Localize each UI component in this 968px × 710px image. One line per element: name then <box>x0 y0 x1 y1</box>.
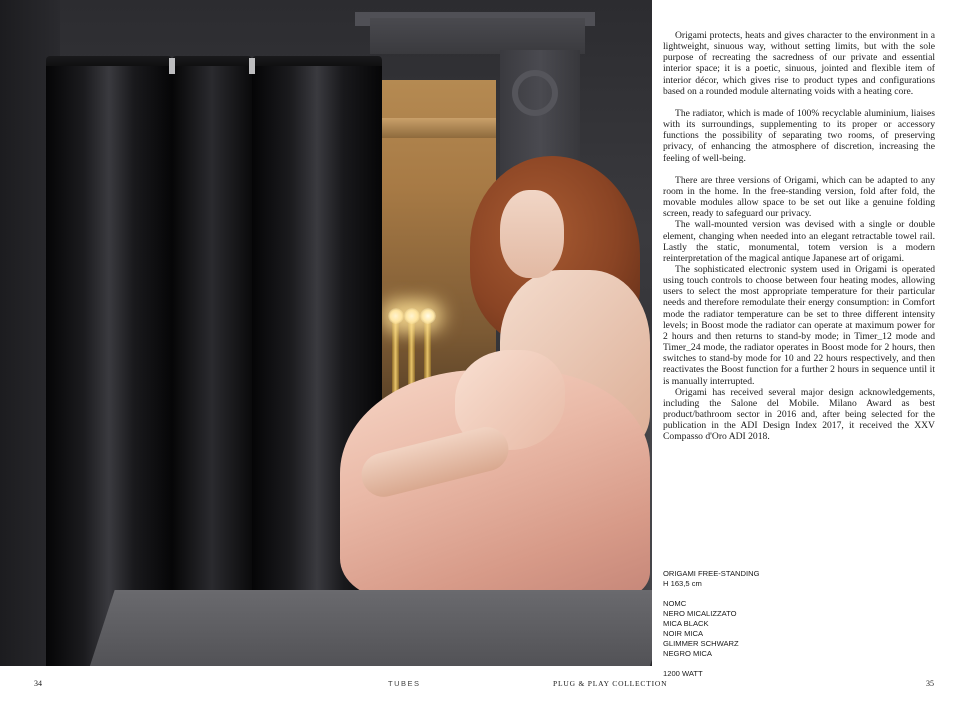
radiator-hinge <box>249 58 255 74</box>
spec-height: H 163,5 cm <box>663 579 702 588</box>
fireplace-mantel <box>370 18 585 54</box>
spec-finish: NERO MICALIZZATO <box>663 609 737 618</box>
body-paragraph: The wall-mounted version was devised with a single or double element, changing when needed into an elegant retractable towel rail. Lastly the static, monumental, totem version is a modern reinterpretation of the magical antique Japanese art of origami. <box>663 219 935 264</box>
product-specs <box>663 569 823 679</box>
body-paragraph: Origami has received several major design acknowledgements, including the Salone del Mobile. Milano Award as best product/bathroom sector in 2016 and, after being selected for the publication in the ADI Design Index 2017, it received the XXV Compasso d'Oro ADI 2018. <box>663 386 935 443</box>
page-number-right: 35 <box>926 679 934 688</box>
lamp-bulb <box>420 308 436 324</box>
body-paragraph: Origami protects, heats and gives character to the environment in a lightweight, sinuous way, without setting limits, but with the sole purpose of recreating the sacredness of our private and essential interior space; it is a poetic, sinuous, jointed and flexible item of interior décor, which gives rise to product types and configurations based on a rounded module alternating voids with a heating core. <box>663 30 935 97</box>
radiator-panel <box>46 66 172 666</box>
page-footer <box>0 679 968 695</box>
article-body <box>663 30 935 442</box>
body-paragraph: The sophisticated electronic system used in Origami is operated using touch controls to choose between four heating modes, allowing users to select the most appropriate temperature for their particular needs and therefore remodulate their energy consumption: in Comfort mode the radiator temperature can be set to three different intensity levels; in Boost mode the radiator can operate at maximum power for 2 hours and then returns to stand-by mode; in Timer_12 mode and Timer_24 mode, the radiator operates in Boost mode for 2 hours, then switches to stand-by mode for 10 and 22 hours respectively, and then reactivates the Boost function for a further 2 hours in sequence until it is manually interrupted. <box>663 263 935 387</box>
spec-finish: NOIR MICA <box>663 629 704 638</box>
body-paragraph: There are three versions of Origami, which can be adapted to any room in the home. In the free-standing version, fold after fold, the movable modules allow space to be set out like a genuine folding screen, ready to safeguard our privacy. <box>663 174 935 220</box>
model-face <box>500 190 564 278</box>
page-number-left: 34 <box>34 679 42 688</box>
spec-finish: MICA BLACK <box>663 619 709 628</box>
lamp-bulb <box>404 308 420 324</box>
body-paragraph: The radiator, which is made of 100% recyclable aluminium, liaises with its surroundings, supplementing to its proper or accessory functions the possibility of separating two rooms, of preserving privacy, of enhancing the atmosphere of discretion, increasing the feeling of well-being. <box>663 107 935 164</box>
spec-finish: NEGRO MICA <box>663 649 712 658</box>
mantel-scroll-ornament <box>512 70 558 116</box>
running-head-left: TUBES <box>388 679 421 688</box>
spec-spacer <box>663 659 823 669</box>
radiator-panel <box>172 66 252 666</box>
spec-model: ORIGAMI FREE-STANDING <box>663 569 760 578</box>
spec-finish: NOMC <box>663 599 687 608</box>
spec-finish: GLIMMER SCHWARZ <box>663 639 739 648</box>
running-head-right: PLUG & PLAY COLLECTION <box>553 679 668 688</box>
mirror-frame <box>376 118 496 138</box>
spec-power: 1200 WATT <box>663 669 703 678</box>
spec-spacer <box>663 589 823 599</box>
lamp-bulb <box>388 308 404 324</box>
bed-blanket <box>85 590 652 666</box>
radiator-hinge <box>169 58 175 74</box>
